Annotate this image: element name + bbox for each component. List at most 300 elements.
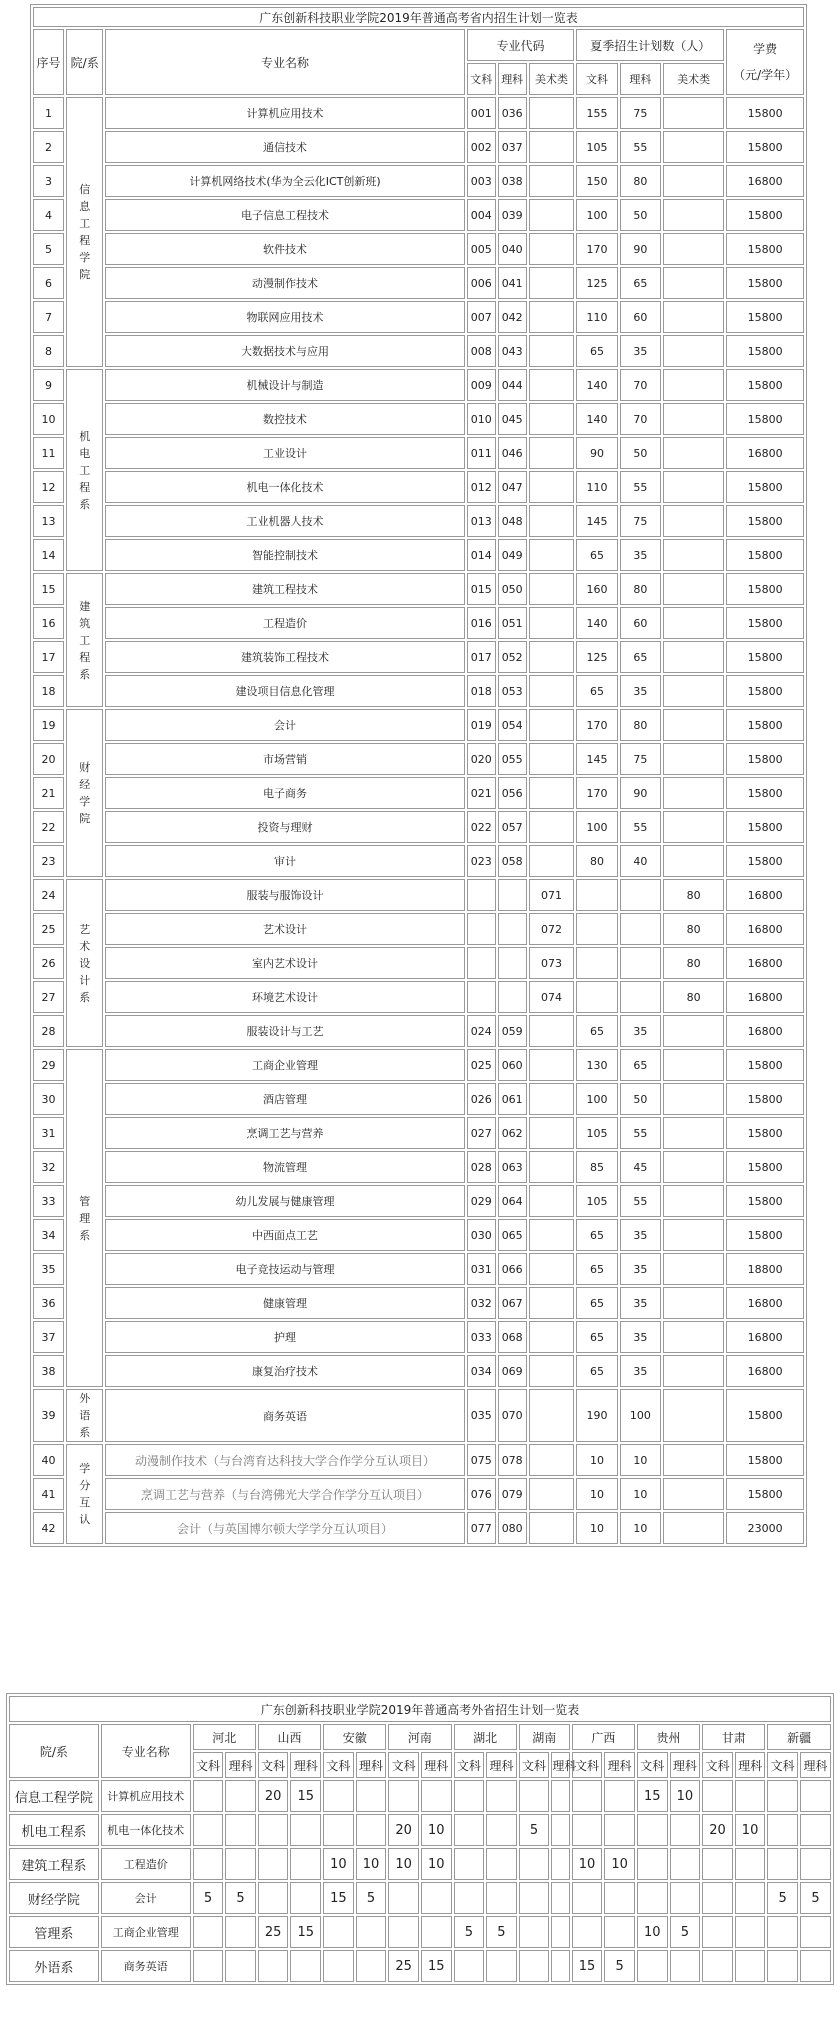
- plan-wen: 65: [576, 1355, 617, 1387]
- plan-li: 55: [620, 131, 661, 163]
- plan-art: [663, 811, 724, 843]
- quota-cell: [519, 1950, 550, 1982]
- table-row: [33, 97, 804, 129]
- plan-wen: [576, 913, 617, 945]
- code-li: 056: [498, 777, 527, 809]
- plan-wen: 145: [576, 743, 617, 775]
- row-seq: 29: [33, 1049, 64, 1081]
- major-name: 动漫制作技术: [105, 267, 464, 299]
- code-wen: 003: [467, 165, 496, 197]
- table-row: [33, 675, 804, 707]
- table-row: [33, 1015, 804, 1047]
- code-art: [529, 233, 575, 265]
- fee: 23000: [726, 1512, 804, 1544]
- code-wen: 008: [467, 335, 496, 367]
- school-char: 建: [79, 599, 91, 613]
- school-char: 筑: [79, 616, 91, 630]
- fee: 15800: [726, 505, 804, 537]
- table-row: [33, 369, 804, 401]
- quota-cell: [800, 1780, 831, 1812]
- sub-header-li: 理科: [670, 1752, 701, 1778]
- quota-cell: [572, 1814, 603, 1846]
- sub-header-wen: 文科: [193, 1752, 224, 1778]
- quota-cell: [486, 1882, 517, 1914]
- row-seq: 31: [33, 1117, 64, 1149]
- code-li: 061: [498, 1083, 527, 1115]
- plan-li: 50: [620, 1083, 661, 1115]
- quota-cell: 10: [572, 1848, 603, 1880]
- quota-cell: [551, 1882, 569, 1914]
- province-header: 河南: [388, 1724, 451, 1750]
- plan-li: 60: [620, 607, 661, 639]
- code-art: [529, 1219, 575, 1251]
- plan-wen: 80: [576, 845, 617, 877]
- school-char: 信: [79, 183, 91, 196]
- code-art: [529, 845, 575, 877]
- header-major: 专业名称: [105, 29, 464, 95]
- plan-art: [663, 233, 724, 265]
- plan-art: [663, 1512, 724, 1544]
- sub-header-li: 理科: [290, 1752, 321, 1778]
- plan-wen: 140: [576, 369, 617, 401]
- quota-cell: 15: [572, 1950, 603, 1982]
- major-name: 室内艺术设计: [105, 947, 464, 979]
- code-art: [529, 165, 575, 197]
- quota-cell: 5: [225, 1882, 256, 1914]
- plan-art: [663, 199, 724, 231]
- quota-cell: [323, 1814, 354, 1846]
- quota-cell: [519, 1848, 550, 1880]
- school-char: 外: [79, 1392, 91, 1405]
- plan-art: [663, 1219, 724, 1251]
- province-header: 山西: [258, 1724, 321, 1750]
- school-char: 学: [79, 1462, 91, 1475]
- code-li: [498, 879, 527, 911]
- plan-wen: 140: [576, 607, 617, 639]
- fee: 15800: [726, 845, 804, 877]
- table-row: [33, 879, 804, 911]
- table-row: [33, 1478, 804, 1510]
- code-art: [529, 1444, 575, 1476]
- code-li: 051: [498, 607, 527, 639]
- school-char: 系: [79, 667, 91, 681]
- school-name: 建筑工程系: [9, 1848, 99, 1880]
- quota-cell: [356, 1950, 387, 1982]
- code-art: [529, 131, 575, 163]
- sub-header-li: 理科: [735, 1752, 766, 1778]
- row-seq: 7: [33, 301, 64, 333]
- code-art: [529, 1512, 575, 1544]
- code-art: [529, 199, 575, 231]
- quota-cell: [735, 1916, 766, 1948]
- code-art: [529, 709, 575, 741]
- major-name: 幼儿发展与健康管理: [105, 1185, 464, 1217]
- fee: 15800: [726, 539, 804, 571]
- quota-cell: [454, 1950, 485, 1982]
- code-li: 060: [498, 1049, 527, 1081]
- plan-wen: [576, 947, 617, 979]
- sub-header-li: 理科: [604, 1752, 635, 1778]
- table-row: [33, 573, 804, 605]
- code-wen: 035: [467, 1389, 496, 1442]
- major-name: 护理: [105, 1321, 464, 1353]
- school-char: 系: [79, 990, 91, 1004]
- school-cell-info: [66, 97, 103, 367]
- code-wen: 020: [467, 743, 496, 775]
- quota-cell: 15: [323, 1882, 354, 1914]
- quota-cell: [388, 1882, 419, 1914]
- school-char: 计: [79, 973, 91, 987]
- plan-li: 65: [620, 267, 661, 299]
- plan-li: 35: [620, 1321, 661, 1353]
- school-name: 财经学院: [9, 1882, 99, 1914]
- code-wen: 033: [467, 1321, 496, 1353]
- plan-li: 75: [620, 743, 661, 775]
- code-art: [529, 675, 575, 707]
- fee: 15800: [726, 267, 804, 299]
- school-char: 系: [79, 1228, 91, 1242]
- quota-cell: [604, 1814, 635, 1846]
- header-plan: 夏季招生计划数（人）: [576, 29, 724, 61]
- code-wen: 028: [467, 1151, 496, 1183]
- quota-cell: [702, 1780, 733, 1812]
- code-wen: [467, 981, 496, 1013]
- code-wen: 007: [467, 301, 496, 333]
- code-wen: 029: [467, 1185, 496, 1217]
- row-seq: 22: [33, 811, 64, 843]
- plan-li: 75: [620, 505, 661, 537]
- major-name: 机电一体化技术: [105, 471, 464, 503]
- table-row: [33, 1444, 804, 1476]
- code-wen: 013: [467, 505, 496, 537]
- code-li: 043: [498, 335, 527, 367]
- school-char: 程: [79, 650, 91, 664]
- plan-li: 90: [620, 233, 661, 265]
- fee: 15800: [726, 1478, 804, 1510]
- province-header: 甘肃: [702, 1724, 765, 1750]
- plan-li: [620, 981, 661, 1013]
- header-plan-art: 美术类: [663, 63, 724, 95]
- school-name: 信息工程学院: [9, 1780, 99, 1812]
- quota-cell: [670, 1814, 701, 1846]
- quota-cell: [702, 1950, 733, 1982]
- quota-cell: [551, 1950, 569, 1982]
- code-wen: 001: [467, 97, 496, 129]
- code-li: 068: [498, 1321, 527, 1353]
- fee: 15800: [726, 811, 804, 843]
- code-art: [529, 1015, 575, 1047]
- plan-wen: 105: [576, 1185, 617, 1217]
- sub-header-wen: 文科: [323, 1752, 354, 1778]
- quota-cell: 10: [604, 1848, 635, 1880]
- school-cell-mgmt: [66, 1049, 103, 1387]
- code-wen: 030: [467, 1219, 496, 1251]
- fee: 15800: [726, 199, 804, 231]
- major-name: 电子商务: [105, 777, 464, 809]
- plan-wen: 160: [576, 573, 617, 605]
- major-name: 环境艺术设计: [105, 981, 464, 1013]
- code-li: 039: [498, 199, 527, 231]
- code-li: [498, 981, 527, 1013]
- fee: 15800: [726, 1083, 804, 1115]
- plan-wen: 10: [576, 1444, 617, 1476]
- row-seq: 18: [33, 675, 64, 707]
- header-fee: [726, 29, 804, 95]
- major-name: 建筑装饰工程技术: [105, 641, 464, 673]
- quota-cell: [454, 1848, 485, 1880]
- plan-art: [663, 607, 724, 639]
- province-header: 广西: [572, 1724, 635, 1750]
- code-li: 036: [498, 97, 527, 129]
- row-seq: 42: [33, 1512, 64, 1544]
- quota-cell: 20: [258, 1780, 289, 1812]
- quota-cell: 10: [323, 1848, 354, 1880]
- province-header: 湖北: [454, 1724, 517, 1750]
- quota-cell: 5: [519, 1814, 550, 1846]
- school-char: 工: [79, 463, 91, 477]
- sub-header-wen: 文科: [258, 1752, 289, 1778]
- plan-li: [620, 913, 661, 945]
- code-li: 053: [498, 675, 527, 707]
- plan-wen: 100: [576, 811, 617, 843]
- table-row: [33, 539, 804, 571]
- row-seq: 24: [33, 879, 64, 911]
- fee: 16800: [726, 947, 804, 979]
- school-cell-fin: [66, 709, 103, 877]
- quota-cell: [551, 1780, 569, 1812]
- quota-cell: [258, 1950, 289, 1982]
- school-char: 电: [79, 446, 91, 460]
- quota-cell: [323, 1916, 354, 1948]
- major-name: 建筑工程技术: [105, 573, 464, 605]
- code-art: [529, 403, 575, 435]
- plan-art: 80: [663, 947, 724, 979]
- header-school: 院/系: [9, 1724, 99, 1778]
- code-art: [529, 573, 575, 605]
- row-seq: 25: [33, 913, 64, 945]
- plan-wen: 100: [576, 1083, 617, 1115]
- fee: 15800: [726, 1444, 804, 1476]
- plan-li: 65: [620, 1049, 661, 1081]
- school-char: 术: [79, 939, 91, 953]
- province-header: 河北: [193, 1724, 256, 1750]
- table-row: [33, 607, 804, 639]
- plan-li: 80: [620, 709, 661, 741]
- major-name: 烹调工艺与营养（与台湾佛光大学合作学分互认项目）: [105, 1478, 464, 1510]
- school-cell-lang: [66, 1389, 103, 1442]
- major-name: 会计（与英国博尔顿大学学分互认项目）: [105, 1512, 464, 1544]
- province-header: 新疆: [767, 1724, 831, 1750]
- quota-cell: [637, 1814, 668, 1846]
- quota-cell: 10: [735, 1814, 766, 1846]
- major-name: 工商企业管理: [105, 1049, 464, 1081]
- plan-li: 75: [620, 97, 661, 129]
- plan-wen: 170: [576, 777, 617, 809]
- major-name: 软件技术: [105, 233, 464, 265]
- header-fee-label: 学费: [753, 42, 778, 56]
- plan-li: 90: [620, 777, 661, 809]
- code-li: 044: [498, 369, 527, 401]
- row-seq: 30: [33, 1083, 64, 1115]
- quota-cell: [519, 1882, 550, 1914]
- table-row: [33, 845, 804, 877]
- quota-cell: [767, 1780, 798, 1812]
- school-char: 艺: [79, 922, 91, 936]
- code-art: [529, 1151, 575, 1183]
- quota-cell: [225, 1950, 256, 1982]
- plan-li: 65: [620, 641, 661, 673]
- plan-li: 100: [620, 1389, 661, 1442]
- major-name: 计算机应用技术: [105, 97, 464, 129]
- school-name: 外语系: [9, 1950, 99, 1982]
- code-wen: 026: [467, 1083, 496, 1115]
- sub-header-wen: 文科: [637, 1752, 668, 1778]
- fee: 15800: [726, 675, 804, 707]
- fee: 15800: [726, 607, 804, 639]
- code-wen: 017: [467, 641, 496, 673]
- header-plan-wen: 文科: [576, 63, 617, 95]
- plan-li: 10: [620, 1478, 661, 1510]
- code-wen: 076: [467, 1478, 496, 1510]
- code-wen: [467, 947, 496, 979]
- table-row: [33, 301, 804, 333]
- fee: 15800: [726, 1151, 804, 1183]
- code-art: [529, 1253, 575, 1285]
- quota-cell: 10: [670, 1780, 701, 1812]
- sub-header-wen: 文科: [572, 1752, 603, 1778]
- plan-li: 35: [620, 1219, 661, 1251]
- plan-wen: 65: [576, 1287, 617, 1319]
- code-li: 049: [498, 539, 527, 571]
- plan-wen: 125: [576, 267, 617, 299]
- major-name: 商务英语: [101, 1950, 191, 1982]
- code-li: 042: [498, 301, 527, 333]
- code-li: 045: [498, 403, 527, 435]
- sub-header-wen: 文科: [767, 1752, 798, 1778]
- row-seq: 23: [33, 845, 64, 877]
- plan-wen: 65: [576, 1253, 617, 1285]
- fee: 18800: [726, 1253, 804, 1285]
- plan-art: [663, 1117, 724, 1149]
- code-wen: 022: [467, 811, 496, 843]
- plan-art: [663, 641, 724, 673]
- quota-cell: [486, 1814, 517, 1846]
- code-li: 055: [498, 743, 527, 775]
- school-char: 设: [79, 956, 91, 970]
- fee: 16800: [726, 1321, 804, 1353]
- table-row: [33, 1151, 804, 1183]
- plan-art: [663, 1287, 724, 1319]
- school-char: 分: [79, 1479, 91, 1492]
- plan-li: 35: [620, 1355, 661, 1387]
- sub-header-li: 理科: [421, 1752, 452, 1778]
- quota-cell: [193, 1916, 224, 1948]
- row-seq: 10: [33, 403, 64, 435]
- code-wen: 012: [467, 471, 496, 503]
- fee: 16800: [726, 165, 804, 197]
- table-row: [33, 1185, 804, 1217]
- plan-wen: 65: [576, 1015, 617, 1047]
- major-name: 会计: [105, 709, 464, 741]
- plan-art: [663, 267, 724, 299]
- code-li: 079: [498, 1478, 527, 1510]
- plan-wen: 65: [576, 1219, 617, 1251]
- plan-wen: 105: [576, 131, 617, 163]
- plan-li: 55: [620, 811, 661, 843]
- code-art: [529, 1355, 575, 1387]
- quota-cell: [735, 1882, 766, 1914]
- plan-wen: 100: [576, 199, 617, 231]
- quota-cell: 15: [290, 1916, 321, 1948]
- code-wen: 006: [467, 267, 496, 299]
- table-row: [33, 505, 804, 537]
- fee: 16800: [726, 879, 804, 911]
- row-seq: 6: [33, 267, 64, 299]
- quota-cell: [702, 1916, 733, 1948]
- code-wen: 024: [467, 1015, 496, 1047]
- plan-wen: 155: [576, 97, 617, 129]
- code-wen: [467, 913, 496, 945]
- fee: 15800: [726, 777, 804, 809]
- school-cell-art: [66, 879, 103, 1047]
- major-name: 物联网应用技术: [105, 301, 464, 333]
- quota-cell: 25: [388, 1950, 419, 1982]
- code-li: 050: [498, 573, 527, 605]
- code-wen: 019: [467, 709, 496, 741]
- sub-header-li: 理科: [356, 1752, 387, 1778]
- quota-cell: [454, 1780, 485, 1812]
- code-wen: 027: [467, 1117, 496, 1149]
- school-char: 认: [79, 1513, 91, 1526]
- fee: 15800: [726, 1117, 804, 1149]
- quota-cell: [735, 1780, 766, 1812]
- header-code-art: 美术类: [529, 63, 575, 95]
- header-plan-li: 理科: [620, 63, 661, 95]
- school-char: 工: [79, 633, 91, 647]
- row-seq: 3: [33, 165, 64, 197]
- row-seq: 11: [33, 437, 64, 469]
- code-li: 047: [498, 471, 527, 503]
- plan-li: 35: [620, 1253, 661, 1285]
- school-char: 息: [79, 200, 91, 213]
- quota-cell: [290, 1882, 321, 1914]
- quota-cell: [323, 1950, 354, 1982]
- plan-li: 35: [620, 675, 661, 707]
- plan-art: [663, 505, 724, 537]
- sub-header-wen: 文科: [388, 1752, 419, 1778]
- row-seq: 9: [33, 369, 64, 401]
- code-li: 040: [498, 233, 527, 265]
- plan-li: 35: [620, 539, 661, 571]
- row-seq: 17: [33, 641, 64, 673]
- code-wen: 005: [467, 233, 496, 265]
- quota-cell: [421, 1916, 452, 1948]
- plan-wen: 65: [576, 335, 617, 367]
- quota-cell: [486, 1848, 517, 1880]
- plan-art: [663, 1015, 724, 1047]
- quota-cell: [421, 1882, 452, 1914]
- quota-cell: 10: [421, 1814, 452, 1846]
- fee: 15800: [726, 97, 804, 129]
- header-major: 专业名称: [101, 1724, 191, 1778]
- major-name: 通信技术: [105, 131, 464, 163]
- code-art: [529, 641, 575, 673]
- code-art: [529, 1083, 575, 1115]
- quota-cell: [519, 1780, 550, 1812]
- major-name: 工程造价: [101, 1848, 191, 1880]
- major-name: 康复治疗技术: [105, 1355, 464, 1387]
- major-name: 机电一体化技术: [101, 1814, 191, 1846]
